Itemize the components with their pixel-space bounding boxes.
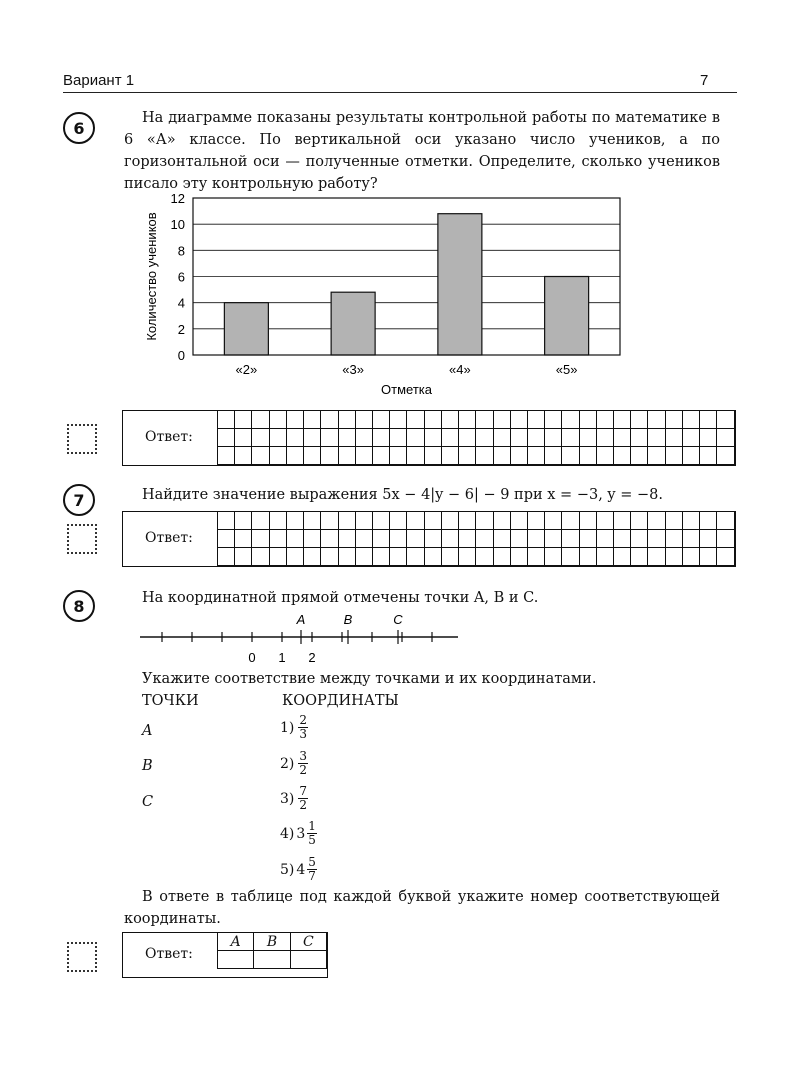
task-8-instruction: Укажите соответствие между точками и их координатами.: [142, 671, 597, 687]
answer-cell[interactable]: [682, 530, 699, 548]
answer-cell[interactable]: [682, 411, 699, 429]
answer-cell[interactable]: [562, 512, 579, 530]
point-b-label: B: [343, 612, 353, 627]
answer-cell[interactable]: [252, 548, 269, 566]
answer-cell[interactable]: [441, 429, 458, 447]
answer-cell[interactable]: [252, 411, 269, 429]
point-b: B: [142, 758, 153, 774]
answer-cell[interactable]: [700, 447, 717, 465]
x-axis-label: Отметка: [381, 382, 432, 397]
answer-cell[interactable]: [648, 447, 665, 465]
answer-cell[interactable]: [614, 530, 631, 548]
answer-cell[interactable]: [459, 548, 476, 566]
answer-cell[interactable]: [235, 447, 252, 465]
answer-cell[interactable]: [700, 548, 717, 566]
answer-cell[interactable]: [682, 429, 699, 447]
answer-cell[interactable]: [235, 530, 252, 548]
answer-cell[interactable]: [493, 429, 510, 447]
answer-cell[interactable]: [235, 548, 252, 566]
task-7-number: 7: [63, 484, 95, 516]
number-line: [140, 608, 470, 668]
answer-cell[interactable]: [459, 530, 476, 548]
answer-cell[interactable]: [338, 548, 355, 566]
answer-cell[interactable]: [269, 548, 286, 566]
answer-cell[interactable]: [579, 447, 596, 465]
answer-cell[interactable]: [407, 512, 424, 530]
answer-cell[interactable]: [493, 548, 510, 566]
answer-cell[interactable]: [510, 447, 527, 465]
answer-header-b: B: [254, 933, 290, 951]
task-7-text: Найдите значение выражения 5x − 4|y − 6| − 9 при x = −3, y = −8.: [142, 487, 663, 503]
task-8-number: 8: [63, 590, 95, 622]
answer-cell[interactable]: [424, 530, 441, 548]
answer-cell[interactable]: [372, 411, 389, 429]
answer-cell[interactable]: [321, 548, 338, 566]
answer-cell[interactable]: [304, 530, 321, 548]
answer-cell[interactable]: [218, 548, 235, 566]
header-divider: [63, 92, 737, 93]
answer-cell[interactable]: [355, 429, 372, 447]
bar-chart: [120, 188, 640, 408]
point-c-label: C: [393, 612, 403, 627]
answer-cell[interactable]: [218, 411, 235, 429]
answer-cell[interactable]: [614, 447, 631, 465]
answer-cell[interactable]: [355, 411, 372, 429]
answer-cell[interactable]: [424, 429, 441, 447]
answer-cell[interactable]: [631, 548, 648, 566]
answer-cell[interactable]: [631, 411, 648, 429]
answer-cell[interactable]: [579, 411, 596, 429]
answer-cell[interactable]: [476, 548, 493, 566]
answer-cell[interactable]: [717, 530, 735, 548]
answer-cell[interactable]: [510, 530, 527, 548]
answer-cell[interactable]: [493, 447, 510, 465]
point-a: A: [142, 723, 153, 739]
answer-cell[interactable]: [648, 530, 665, 548]
answer-cell[interactable]: [510, 429, 527, 447]
answer-cell[interactable]: [390, 530, 407, 548]
answer-cell[interactable]: [562, 548, 579, 566]
answer-cell[interactable]: [390, 512, 407, 530]
answer-cell[interactable]: [355, 548, 372, 566]
answer-cell[interactable]: [390, 548, 407, 566]
answer-cell[interactable]: [631, 512, 648, 530]
answer-cell[interactable]: [355, 512, 372, 530]
answer-cell[interactable]: [321, 429, 338, 447]
x-tick-label: «5»: [555, 362, 578, 377]
point-a-label: A: [296, 612, 306, 627]
task-8-final-text: В ответе в таблице под каждой буквой укажите номер соответствующей координаты.: [124, 889, 720, 927]
coord-option-1: 1) $\frac{2}{3}$: [280, 713, 308, 741]
answer-cell[interactable]: [717, 429, 735, 447]
answer-cell[interactable]: [407, 411, 424, 429]
answer-cell[interactable]: [527, 429, 544, 447]
answer-cell[interactable]: [493, 411, 510, 429]
answer-cell[interactable]: [269, 429, 286, 447]
answer-cell[interactable]: [286, 548, 303, 566]
answer-cell[interactable]: [665, 512, 682, 530]
answer-cell[interactable]: [372, 447, 389, 465]
answer-cell[interactable]: [441, 447, 458, 465]
answer-cell[interactable]: [459, 512, 476, 530]
answer-cell[interactable]: [286, 530, 303, 548]
answer-cell[interactable]: [304, 411, 321, 429]
answer-cell[interactable]: [321, 447, 338, 465]
answer-cell[interactable]: [218, 530, 235, 548]
answer-cell[interactable]: [476, 411, 493, 429]
answer-cell[interactable]: [269, 530, 286, 548]
answer-cell[interactable]: [665, 530, 682, 548]
answer-label: Ответ:: [145, 946, 193, 962]
bar: [438, 214, 482, 355]
answer-cell[interactable]: [579, 512, 596, 530]
answer-cell[interactable]: [235, 411, 252, 429]
answer-cell[interactable]: [407, 447, 424, 465]
coord-option-2: 2) $\frac{3}{2}$: [280, 749, 308, 777]
answer-cell[interactable]: [407, 548, 424, 566]
answer-header-c: C: [290, 933, 326, 951]
answer-cell[interactable]: [631, 447, 648, 465]
answer-cell[interactable]: [372, 548, 389, 566]
answer-cell[interactable]: [252, 447, 269, 465]
answer-cell[interactable]: [304, 447, 321, 465]
answer-cell[interactable]: [545, 548, 562, 566]
answer-cell[interactable]: [596, 512, 613, 530]
answer-cell[interactable]: [700, 411, 717, 429]
answer-cell[interactable]: [579, 530, 596, 548]
answer-cell[interactable]: [286, 411, 303, 429]
answer-cell[interactable]: [545, 530, 562, 548]
answer-cell[interactable]: [441, 530, 458, 548]
coord-option-5: 5) 4 $\frac{5}{7}$: [280, 855, 316, 883]
answer-cell[interactable]: [665, 411, 682, 429]
answer-cell[interactable]: [252, 512, 269, 530]
answer-cell[interactable]: [596, 530, 613, 548]
answer-cell[interactable]: [441, 512, 458, 530]
answer-cell[interactable]: [665, 429, 682, 447]
answer-cell[interactable]: [286, 429, 303, 447]
answer-cell[interactable]: [700, 512, 717, 530]
answer-cell[interactable]: [338, 411, 355, 429]
task-7-answer-grid[interactable]: [217, 511, 735, 566]
answer-cell[interactable]: [269, 447, 286, 465]
answer-cell[interactable]: [235, 429, 252, 447]
answer-cell[interactable]: [648, 411, 665, 429]
answer-cell[interactable]: [459, 447, 476, 465]
answer-cell[interactable]: [372, 530, 389, 548]
x-tick-label: «2»: [235, 362, 258, 377]
answer-cell[interactable]: [476, 429, 493, 447]
answer-cell[interactable]: [700, 530, 717, 548]
task-6-text: На диаграмме показаны результаты контрольной работы по математике в 6 «А» классе. По вертикальной оси указано число учеников, а по горизонтальной оси — полученные отметки. Определите, сколько учеников писало эту контрольную работу?: [124, 110, 720, 192]
answer-cell[interactable]: [717, 447, 735, 465]
answer-cell[interactable]: [372, 429, 389, 447]
chart-y-ticks: [171, 191, 185, 363]
answer-cell-c[interactable]: [290, 951, 326, 969]
answer-cell[interactable]: [614, 548, 631, 566]
answer-cell[interactable]: [269, 411, 286, 429]
answer-cell[interactable]: [286, 447, 303, 465]
answer-cell[interactable]: [372, 512, 389, 530]
task-6-number: 6: [63, 112, 95, 144]
answer-cell[interactable]: [424, 512, 441, 530]
answer-cell-b[interactable]: [254, 951, 290, 969]
answer-cell[interactable]: [596, 447, 613, 465]
y-tick-label: 10: [170, 217, 185, 233]
answer-cell[interactable]: [304, 429, 321, 447]
answer-cell[interactable]: [304, 548, 321, 566]
answer-header-a: A: [218, 933, 254, 951]
answer-cell[interactable]: [510, 411, 527, 429]
answer-cell[interactable]: [218, 512, 235, 530]
answer-cell[interactable]: [562, 411, 579, 429]
variant-title: Вариант 1: [63, 72, 135, 89]
answer-cell[interactable]: [338, 429, 355, 447]
answer-cell[interactable]: [527, 530, 544, 548]
answer-cell[interactable]: [579, 429, 596, 447]
y-tick-label: 12: [170, 191, 185, 206]
tick-label-1: 1: [278, 650, 286, 665]
answer-cell[interactable]: [459, 429, 476, 447]
answer-cell[interactable]: [631, 429, 648, 447]
answer-cell[interactable]: [252, 530, 269, 548]
chart-x-ticks: [236, 362, 578, 377]
bar: [331, 292, 375, 355]
answer-cell[interactable]: [390, 411, 407, 429]
answer-cell[interactable]: [717, 512, 735, 530]
point-c: C: [142, 794, 154, 810]
answer-cell[interactable]: [648, 512, 665, 530]
answer-cell[interactable]: [424, 548, 441, 566]
answer-cell[interactable]: [441, 411, 458, 429]
answer-cell[interactable]: [682, 447, 699, 465]
answer-cell[interactable]: [493, 530, 510, 548]
y-axis-label: Количество учеников: [144, 212, 159, 341]
x-tick-label: «4»: [449, 362, 471, 377]
y-tick-label: 0: [177, 348, 185, 363]
answer-cell[interactable]: [321, 512, 338, 530]
answer-cell[interactable]: [648, 429, 665, 447]
coord-option-4: 4) 3 $\frac{1}{5}$: [280, 819, 316, 847]
bar: [224, 303, 268, 355]
y-tick-label: 8: [177, 243, 185, 259]
answer-cell[interactable]: [304, 512, 321, 530]
answer-cell[interactable]: [562, 530, 579, 548]
answer-cell[interactable]: [355, 447, 372, 465]
page-number: 7: [700, 72, 709, 89]
answer-cell[interactable]: [717, 411, 735, 429]
answer-cell[interactable]: [441, 548, 458, 566]
answer-cell[interactable]: [476, 512, 493, 530]
answer-cell[interactable]: [459, 411, 476, 429]
task-8-intro: На координатной прямой отмечены точки A, B и C.: [142, 590, 539, 606]
answer-cell[interactable]: [527, 411, 544, 429]
answer-cell-a[interactable]: [218, 951, 254, 969]
answer-cell[interactable]: [355, 530, 372, 548]
answer-cell[interactable]: [407, 429, 424, 447]
answer-cell[interactable]: [648, 548, 665, 566]
answer-cell[interactable]: [493, 512, 510, 530]
answer-cell[interactable]: [579, 548, 596, 566]
task-6-score-box[interactable]: [67, 424, 97, 454]
task-6-answer-grid[interactable]: [217, 410, 735, 465]
y-tick-label: 2: [177, 321, 185, 337]
answer-cell[interactable]: [682, 512, 699, 530]
answer-cell[interactable]: [338, 530, 355, 548]
answer-cell[interactable]: [407, 530, 424, 548]
answer-cell[interactable]: [545, 429, 562, 447]
answer-cell[interactable]: [218, 429, 235, 447]
x-tick-label: «3»: [342, 362, 364, 377]
answer-cell[interactable]: [562, 447, 579, 465]
coord-option-3: 3) $\frac{7}{2}$: [280, 784, 308, 812]
answer-cell[interactable]: [424, 447, 441, 465]
y-tick-label: 6: [177, 269, 185, 285]
answer-cell[interactable]: [545, 411, 562, 429]
task-7-score-box[interactable]: [67, 524, 97, 554]
answer-cell[interactable]: [527, 512, 544, 530]
answer-cell[interactable]: [665, 548, 682, 566]
answer-cell[interactable]: [545, 512, 562, 530]
answer-cell[interactable]: [390, 429, 407, 447]
answer-cell[interactable]: [596, 411, 613, 429]
answer-cell[interactable]: [614, 512, 631, 530]
answer-cell[interactable]: [321, 530, 338, 548]
answer-cell[interactable]: [510, 548, 527, 566]
points-header: ТОЧКИ: [142, 693, 199, 709]
answer-cell[interactable]: [476, 447, 493, 465]
task-6-answer-box: [122, 410, 736, 466]
answer-cell[interactable]: [700, 429, 717, 447]
answer-cell[interactable]: [286, 512, 303, 530]
coords-header: КООРДИНАТЫ: [282, 693, 399, 709]
chart-bars: [224, 214, 588, 355]
answer-label: Ответ:: [145, 429, 193, 445]
answer-cell[interactable]: [614, 411, 631, 429]
answer-cell[interactable]: [235, 512, 252, 530]
bar: [545, 277, 589, 356]
answer-cell[interactable]: [338, 447, 355, 465]
answer-cell[interactable]: [321, 411, 338, 429]
answer-cell[interactable]: [562, 429, 579, 447]
answer-cell[interactable]: [252, 429, 269, 447]
answer-cell[interactable]: [269, 512, 286, 530]
answer-cell[interactable]: [390, 447, 407, 465]
answer-cell[interactable]: [527, 447, 544, 465]
answer-cell[interactable]: [338, 512, 355, 530]
answer-cell[interactable]: [476, 530, 493, 548]
answer-cell[interactable]: [545, 447, 562, 465]
task-8-score-box[interactable]: [67, 942, 97, 972]
answer-cell[interactable]: [510, 512, 527, 530]
tick-label-2: 2: [308, 650, 316, 665]
y-tick-label: 4: [177, 295, 185, 311]
answer-label: Ответ:: [145, 530, 193, 546]
answer-cell[interactable]: [665, 447, 682, 465]
answer-cell[interactable]: [596, 429, 613, 447]
answer-cell[interactable]: [596, 548, 613, 566]
tick-label-0: 0: [248, 650, 256, 665]
answer-cell[interactable]: [527, 548, 544, 566]
task-8-answer-box: [122, 932, 328, 978]
answer-cell[interactable]: [614, 429, 631, 447]
answer-cell[interactable]: [682, 548, 699, 566]
answer-cell[interactable]: [631, 530, 648, 548]
answer-cell[interactable]: [218, 447, 235, 465]
answer-cell[interactable]: [717, 548, 735, 566]
task-7-answer-box: [122, 511, 736, 567]
task-8-answer-table[interactable]: [217, 932, 327, 969]
answer-cell[interactable]: [424, 411, 441, 429]
